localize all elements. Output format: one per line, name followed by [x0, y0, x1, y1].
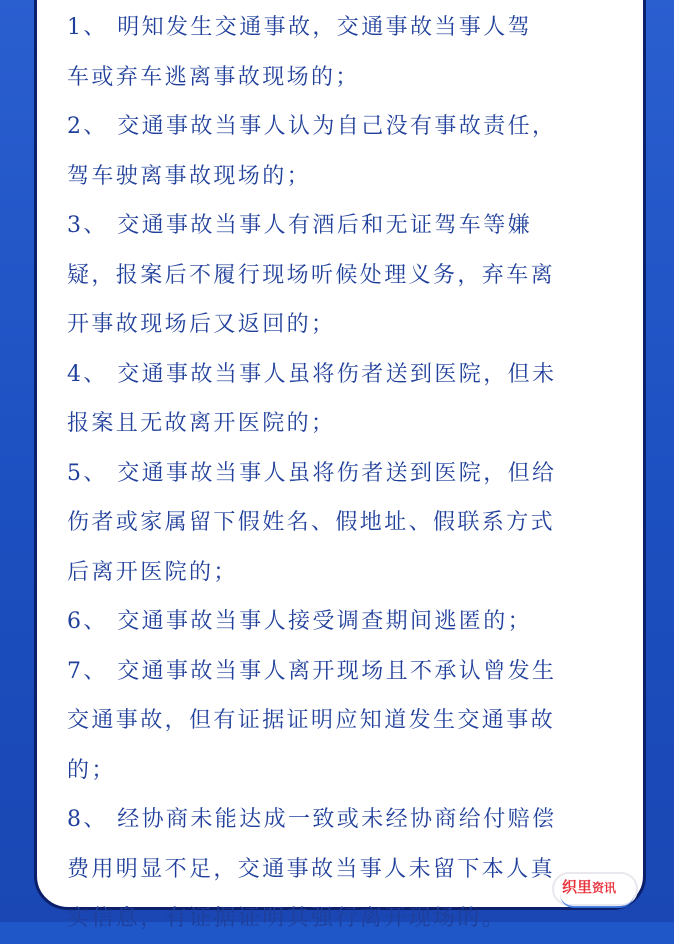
list-item-line: 驾车驶离事故现场的； — [67, 163, 312, 189]
list-item-line: 6、 交通事故当事人接受调查期间逃匿的； — [67, 609, 532, 634]
logo-sub-text: 资讯 — [592, 881, 617, 895]
list-item-line: 开事故现场后又返回的； — [67, 312, 336, 337]
article-list — [67, 3, 627, 944]
logo-main-text: 织里 — [562, 879, 593, 896]
list-item-line: 伤者或家属留下假姓名、假地址、假联系方式 — [67, 510, 556, 535]
list-item — [67, 647, 627, 796]
list-item — [67, 597, 627, 647]
list-item-line: 疑，报案后不履行现场听候处理义务，弃车离 — [67, 262, 556, 288]
list-item-line: 1、 明知发生交通事故，交通事故当事人驾 — [67, 15, 532, 40]
list-item — [67, 102, 627, 201]
list-item-line: 8、 经协商未能达成一致或未经协商给付赔偿 — [67, 807, 557, 832]
list-item-line: 的； — [67, 757, 116, 783]
list-item — [67, 3, 627, 102]
list-item-line: 后离开医院的； — [67, 559, 238, 585]
list-item-line: 费用明显不足，交通事故当事人未留下本人真 — [67, 856, 556, 882]
list-item-line: 报案且无故离开医院的； — [67, 411, 336, 436]
content-card — [34, 0, 646, 931]
list-item — [67, 449, 627, 598]
list-item-line: 车或弃车逃离事故现场的； — [67, 64, 360, 90]
list-item-line: 实信息，有证据证明其强行离开现场的。 — [67, 906, 507, 931]
list-item — [67, 795, 627, 944]
list-item-line: 4、 交通事故当事人虽将伤者送到医院，但未 — [67, 361, 557, 387]
watermark-logo — [552, 872, 638, 906]
list-item-line: 3、 交通事故当事人有酒后和无证驾车等嫌 — [67, 213, 532, 238]
list-item — [67, 201, 627, 350]
list-item-line: 交通事故，但有证据证明应知道发生交通事故 — [67, 708, 556, 733]
list-item-line: 2、 交通事故当事人认为自己没有事故责任， — [67, 114, 557, 139]
list-item-line: 5、 交通事故当事人虽将伤者送到医院，但给 — [67, 460, 557, 486]
list-item — [67, 350, 627, 449]
logo-text — [562, 879, 616, 897]
list-item-line: 7、 交通事故当事人离开现场且不承认曾发生 — [67, 658, 557, 684]
